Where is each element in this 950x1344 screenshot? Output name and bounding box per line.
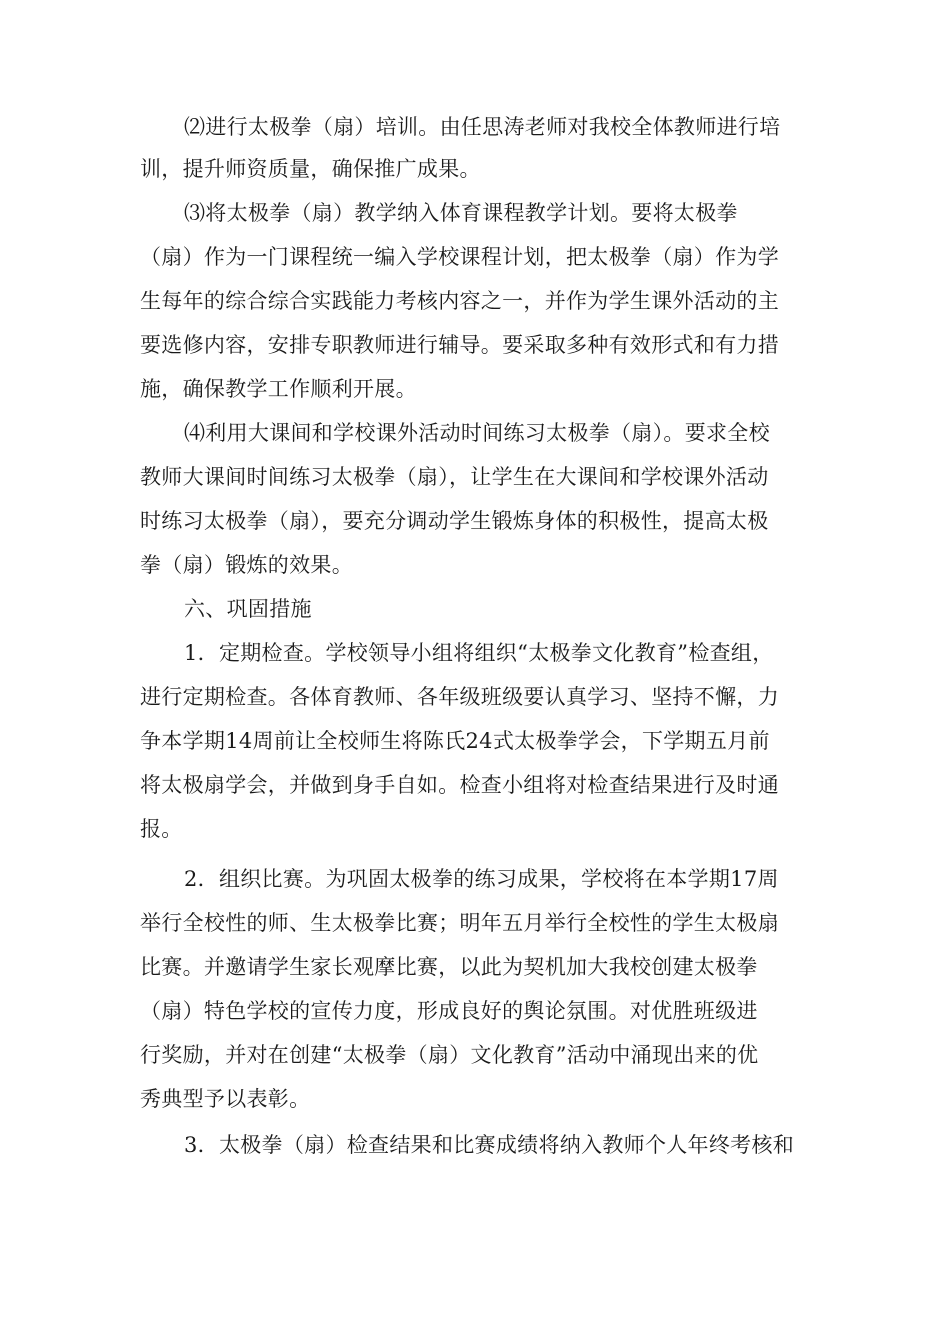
paragraph-line: 1．定期检查。学校领导小组将组织“太极拳文化教育”检查组，	[184, 641, 774, 665]
paragraph-line: 施，确保教学工作顺利开展。	[140, 377, 417, 401]
paragraph-line: 秀典型予以表彰。	[140, 1087, 311, 1111]
paragraph-line: 进行定期检查。各体育教师、各年级班级要认真学习、坚持不懈，力	[140, 685, 779, 709]
paragraph-line: （扇）作为一门课程统一编入学校课程计划，把太极拳（扇）作为学	[140, 245, 779, 269]
paragraph-line: 比赛。并邀请学生家长观摩比赛，以此为契机加大我校创建太极拳	[140, 955, 758, 979]
paragraph-line: 3．太极拳（扇）检查结果和比赛成绩将纳入教师个人年终考核和	[184, 1133, 795, 1157]
section-heading: 六、巩固措施	[184, 597, 312, 621]
paragraph-line: 2．组织比赛。为巩固太极拳的练习成果，学校将在本学期17周	[184, 867, 779, 891]
paragraph-line: 将太极扇学会，并做到身手自如。检查小组将对检查结果进行及时通	[140, 773, 779, 797]
paragraph-line: 举行全校性的师、生太极拳比赛；明年五月举行全校性的学生太极扇	[140, 911, 779, 935]
paragraph-line: 报。	[140, 817, 183, 841]
paragraph-line: 拳（扇）锻炼的效果。	[140, 553, 353, 577]
paragraph-line: 行奖励，并对在创建“太极拳（扇）文化教育”活动中涌现出来的优	[140, 1043, 759, 1067]
paragraph-line: 教师大课间时间练习太极拳（扇），让学生在大课间和学校课外活动	[140, 465, 769, 489]
paragraph-line: ⑵进行太极拳（扇）培训。由任思涛老师对我校全体教师进行培	[184, 115, 781, 139]
paragraph-line: 争本学期14周前让全校师生将陈氏24式太极拳学会，下学期五月前	[140, 729, 770, 753]
paragraph-line: 生每年的综合综合实践能力考核内容之一，并作为学生课外活动的主	[140, 289, 779, 313]
paragraph-line: 要选修内容，安排专职教师进行辅导。要采取多种有效形式和有力措	[140, 333, 779, 357]
paragraph-line: ⑶将太极拳（扇）教学纳入体育课程教学计划。要将太极拳	[184, 201, 738, 225]
paragraph-line: 训，提升师资质量，确保推广成果。	[140, 157, 481, 181]
paragraph-line: 时练习太极拳（扇），要充分调动学生锻炼身体的积极性，提高太极	[140, 509, 769, 533]
paragraph-line: （扇）特色学校的宣传力度，形成良好的舆论氛围。对优胜班级进	[140, 999, 758, 1023]
paragraph-line: ⑷利用大课间和学校课外活动时间练习太极拳（扇）。要求全校	[184, 421, 770, 445]
